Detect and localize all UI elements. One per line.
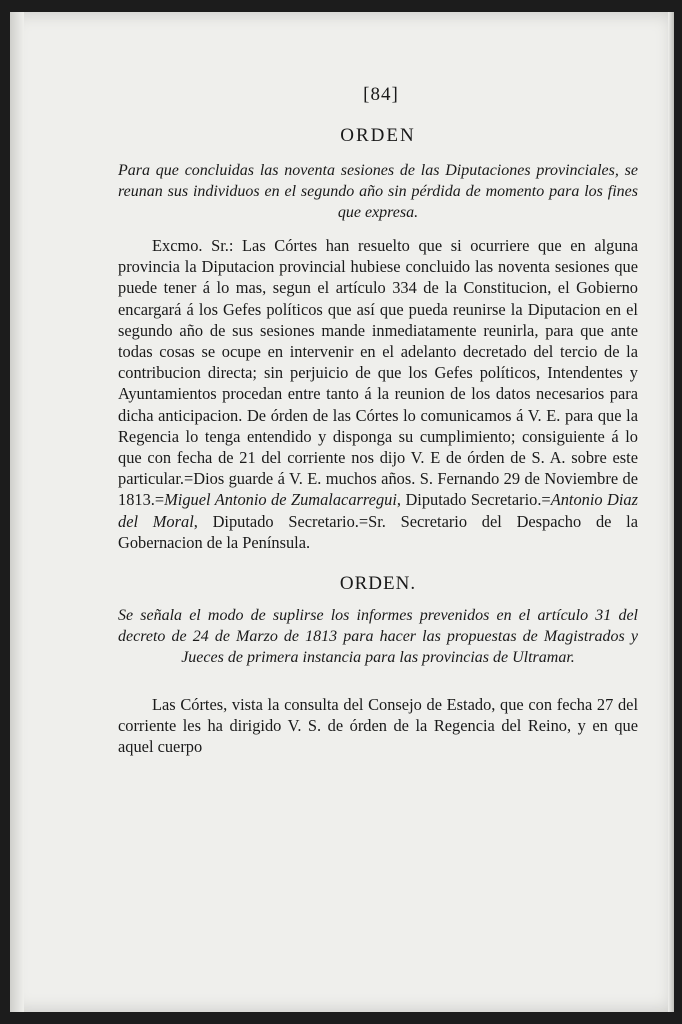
- section1-body-text: Excmo. Sr.: Las Córtes han resuelto que si ocurriere que en alguna provincia la Diputacion provincial hubiese concluido las noventa sesiones que puede tener á lo mas, segun el artículo 334 de la Constitucion, el Gobierno encargará á los Gefes políticos que así que pueda reunirse la Diputacion en el segundo año de sus sesiones mande inmediatamente reunirla, para que ante todas cosas se ocupe en intervenir en el adelanto decretado del tercio de la contribucion directa; sin perjuicio de que los Gefes políticos, Intendentes y Ayuntamientos procedan entre tanto á la reunion de los datos necesarios para dicha anticipacion. De órden de las Córtes lo comunicamos á V. E. para que la Regencia lo tenga entendido y disponga su cumplimiento; consiguiente á lo que con fecha de 21 del corriente nos dijo V. E de órden de S. A. sobre este particular.=Dios guarde á V. E. muchos años. S. Fernando 29 de Noviembre de 1813.=: [118, 236, 638, 510]
- section2-title: ORDEN.: [339, 573, 417, 595]
- page-edge: [668, 12, 674, 1012]
- section1-body: [118, 235, 638, 553]
- signer2-name: Antonio Diaz del Moral: [118, 490, 638, 531]
- section2-summary: Se señala el modo de suplirse los informes prevenidos en el artículo 31 del decreto de 24 de Marzo de 1813 para hacer las propuestas de Magistrados y Jueces de primera instancia para las provincias de Ultramar.: [118, 607, 638, 667]
- page-content: [118, 84, 638, 758]
- section2-body: Las Córtes, vista la consulta del Consejo de Estado, que con fecha 27 del corriente les ha dirigido V. S. de órden de la Regencia del Reino, y en que aquel cuerpo: [118, 695, 638, 757]
- page-number: [84]: [363, 84, 399, 105]
- signer1-role: , Diputado Secretario.=: [396, 490, 551, 510]
- signer2-role: , Diputado Secretario.=Sr. Secretario del Despacho de la Gobernacion de la Península.: [118, 511, 638, 552]
- section1-summary: Para que concluidas las noventa sesiones de las Diputaciones provinciales, se reunan sus individuos en el segundo año sin pérdida de momento para los fines que expresa.: [118, 162, 638, 221]
- signer1-name: Miguel Antonio de Zumalacarregui: [164, 490, 397, 510]
- page-gutter: [10, 12, 24, 1012]
- section1-title: ORDEN: [340, 125, 416, 146]
- book-page: [10, 12, 674, 1012]
